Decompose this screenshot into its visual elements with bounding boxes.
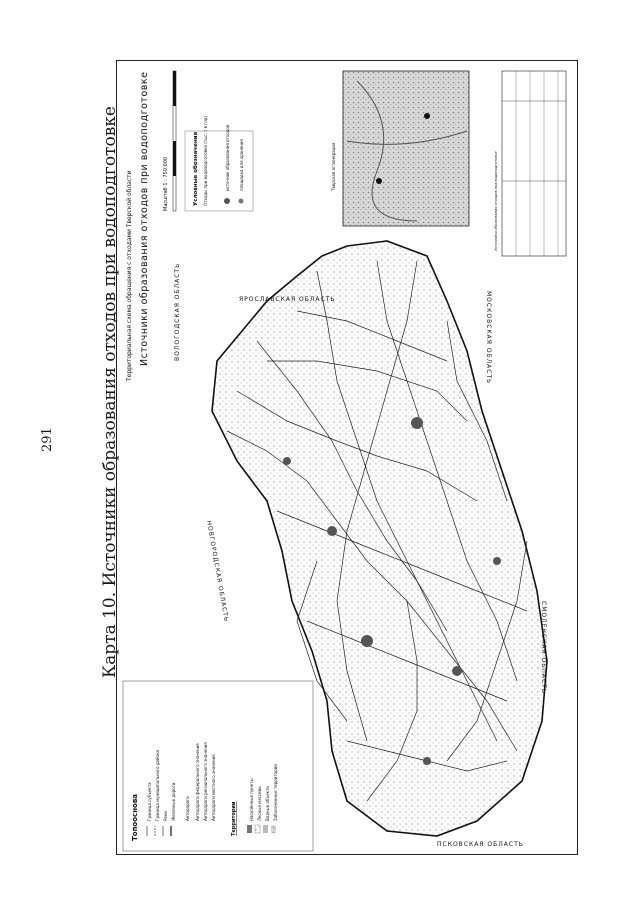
svg-text:Граница муниципального района: Граница муниципального района [155,750,160,821]
svg-text:Населённые пункты: Населённые пункты [249,778,254,821]
neighbor-northeast: ЯРОСЛАВСКАЯ ОБЛАСТЬ [239,296,336,303]
map-header-line: Территориальная схема обращения с отходами Тверской области [126,170,133,381]
svg-text:Лесные массивы: Лесные массивы [257,785,262,821]
neighbor-south: СМОЛЕНСКАЯ ОБЛАСТЬ [540,601,547,694]
topo-legend [123,681,313,851]
neighbor-west: НОВГОРОДСКАЯ ОБЛАСТЬ [205,520,230,623]
scale-bar [163,71,176,211]
map-legend [185,115,253,211]
svg-text:Автодороги регионального значе: Автодороги регионального значения [203,742,208,821]
neighbor-north: ВОЛОГОДСКАЯ ОБЛАСТЬ [174,262,181,361]
map-canvas [117,61,577,854]
svg-text:Масштаб 1 : 750 000: Масштаб 1 : 750 000 [163,156,169,211]
svg-text:площадка для хранения: площадка для хранения [239,139,244,191]
svg-text:источник образования отходов: источник образования отходов [225,124,230,191]
map-frame [116,60,578,855]
svg-text:Автодороги местного значения: Автодороги местного значения [211,754,216,821]
svg-text:Условные обозначения: Условные обозначения [193,131,199,206]
svg-text:Топооснова: Топооснова [131,794,139,841]
svg-text:Водные объекты: Водные объекты [265,785,270,821]
neighbor-southwest: ПСКОВСКАЯ ОБЛАСТЬ [437,841,524,848]
svg-text:Автодороги: Автодороги [185,796,190,821]
svg-text:Источники образования отходов: Источники образования отходов при водоподготовке [494,151,498,251]
map-caption: Карта 10. Источники образования отходов при водоподготовке [100,106,120,678]
svg-text:Граница субъекта: Граница субъекта [147,782,152,821]
summary-table [494,71,566,256]
svg-text:Территории: Территории [231,801,237,836]
page-number: 291 [40,427,55,452]
map-title: Источники образования отходов при водоподготовке [139,71,150,366]
svg-text:Автодороги федерального значен: Автодороги федерального значения [195,743,200,821]
inset-map [331,71,469,226]
svg-text:Заболоченные территории: Заболоченные территории [273,764,278,821]
svg-text:Отходы при водоподготовке (тыс: Отходы при водоподготовке (тыс. т в год) [203,115,208,206]
svg-text:Железные дороги: Железные дороги [171,782,176,821]
svg-text:Реки: Реки [163,811,168,821]
svg-text:Тверская агломерация: Тверская агломерация [331,142,336,191]
neighbor-east: МОСКОВСКАЯ ОБЛАСТЬ [485,291,492,385]
